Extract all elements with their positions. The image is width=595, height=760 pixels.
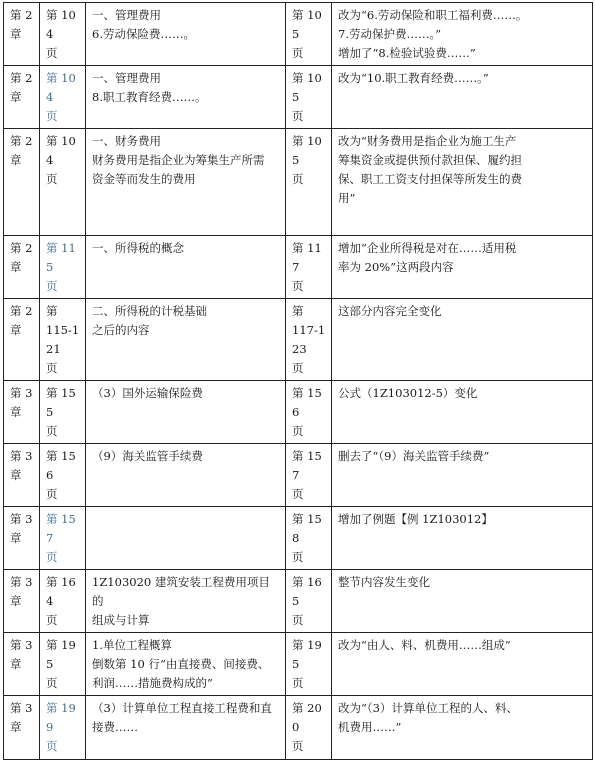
textbook-changes-table [3,2,593,760]
change-cell-line: 增加“企业所得税是对在……适用税 [338,241,517,255]
old-content-cell [86,381,286,444]
change-cell-line: 删去了“（9）海关监管手续费” [338,449,490,463]
old-content-cell-line: （3）计算单位工程直接工程费和直 [92,701,272,715]
new-page-cell-line: 页 [292,424,304,438]
chapter-cell-line: 第 2 [10,241,33,255]
old-page-cell-line: 页 [46,46,58,60]
new-page-cell-line: 第 105 [292,71,322,104]
change-cell-line: 增加了例题【例 1Z103012】 [338,512,493,526]
chapter-cell-line: 第 3 [10,386,33,400]
chapter-cell [4,696,40,760]
new-page-cell [286,3,332,66]
change-cell [332,66,593,129]
table-body [4,3,593,760]
new-page-cell-line: 第 117 [292,241,322,274]
new-page-cell [286,381,332,444]
change-cell [332,299,593,381]
change-cell [332,507,593,570]
chapter-cell [4,507,40,570]
chapter-cell [4,633,40,696]
chapter-cell-line: 第 2 [10,134,33,148]
old-page-cell [40,444,86,507]
old-page-cell-line: 115-121 [46,323,80,356]
old-page-cell-line: 第 155 [46,386,76,419]
new-page-cell-line: 页 [292,676,304,690]
old-page-cell-line: 页 [46,676,58,690]
old-page-cell-line: 第 104 [46,71,76,104]
old-page-cell [40,129,86,236]
chapter-cell-line: 章 [10,720,22,734]
new-page-cell-line: 第 105 [292,134,322,167]
old-content-cell-line: 利润……措施费构成的” [92,676,213,690]
old-page-cell-line: 页 [46,279,58,293]
chapter-cell-line: 章 [10,405,22,419]
new-page-cell-line: 页 [292,46,304,60]
old-page-cell [40,66,86,129]
table-row [4,129,593,236]
new-page-cell [286,236,332,299]
change-cell-line: 改为“财务费用是指企业为施工生产 [338,134,517,148]
old-page-cell-line: 页 [46,361,58,375]
chapter-cell [4,381,40,444]
old-content-cell [86,570,286,633]
change-cell [332,3,593,66]
old-page-cell [40,299,86,381]
change-cell [332,633,593,696]
change-cell-line: 筹集资金或提供预付款担保、履约担 [338,153,522,167]
new-page-cell [286,129,332,236]
old-content-cell-line: 8.职工教育经费……。 [92,90,207,104]
old-page-cell [40,507,86,570]
new-page-cell-line: 页 [292,172,304,186]
old-content-cell [86,236,286,299]
chapter-cell-line: 章 [10,531,22,545]
chapter-cell-line: 第 2 [10,8,33,22]
new-page-cell [286,507,332,570]
change-cell-line: 这部分内容完全变化 [338,304,442,318]
new-page-cell-line: 第 105 [292,8,322,41]
new-page-cell-line: 第 158 [292,512,322,545]
chapter-cell-line: 第 2 [10,71,33,85]
old-content-cell-line: 资金等而发生的费用 [92,172,196,186]
old-content-cell-line: 一、财务费用 [92,134,161,148]
new-page-cell-line: 页 [292,550,304,564]
old-page-cell-line: 第 195 [46,638,76,671]
chapter-cell-line: 章 [10,27,22,41]
table-row [4,633,593,696]
change-cell-line: 7.劳动保护费……。” [338,27,442,41]
old-content-cell-line: 接费…… [92,720,138,734]
table-row [4,696,593,760]
chapter-cell [4,66,40,129]
new-page-cell-line: 117-123 [292,323,326,356]
old-content-cell [86,507,286,570]
old-content-cell [86,299,286,381]
change-cell [332,444,593,507]
old-content-cell-line: （9）海关监管手续费 [92,449,203,463]
old-page-cell-line: 页 [46,109,58,123]
old-page-cell [40,570,86,633]
old-page-cell-line: 第 157 [46,512,76,545]
chapter-cell [4,444,40,507]
change-cell-line: 整节内容发生变化 [338,575,430,589]
change-cell-line: 改为“（3）计算单位工程的人、料、 [338,701,518,715]
chapter-cell-line: 第 3 [10,449,33,463]
old-page-cell [40,381,86,444]
old-content-cell-line: 1.单位工程概算 [92,638,172,652]
new-page-cell [286,696,332,760]
new-page-cell-line: 页 [292,613,304,627]
change-cell-line: 用” [338,191,356,205]
table-row [4,381,593,444]
old-page-cell [40,236,86,299]
change-cell-line: 改为“6.劳动保险和职工福利费……。 [338,8,528,22]
old-content-cell [86,444,286,507]
chapter-cell [4,3,40,66]
old-content-cell [86,3,286,66]
table-row [4,444,593,507]
old-content-cell-line: 组成与计算 [92,613,150,627]
new-page-cell-line: 第 157 [292,449,322,482]
new-page-cell-line: 页 [292,487,304,501]
new-page-cell-line: 第 195 [292,638,322,671]
chapter-cell-line: 章 [10,90,22,104]
old-page-cell [40,696,86,760]
old-content-cell-line: 财务费用是指企业为筹集生产所需 [92,153,265,167]
chapter-cell [4,236,40,299]
change-cell [332,381,593,444]
old-page-cell-line: 页 [46,424,58,438]
chapter-cell [4,129,40,236]
new-page-cell-line: 第 165 [292,575,322,608]
chapter-cell [4,570,40,633]
chapter-cell-line: 第 3 [10,701,33,715]
change-cell-line: 增加了“8.检验试验费……” [338,46,476,60]
old-content-cell-line: 之后的内容 [92,323,150,337]
new-page-cell-line: 第 156 [292,386,322,419]
change-cell-line: 改为“由人、料、机费用……组成” [338,638,511,652]
chapter-cell-line: 第 2 [10,304,33,318]
new-page-cell-line: 页 [292,739,304,753]
change-cell-line: 公式（1Z103012-5）变化 [338,386,478,400]
old-content-cell-line: 一、管理费用 [92,71,161,85]
old-page-cell-line: 页 [46,613,58,627]
change-cell [332,570,593,633]
change-cell-line: 率为 20%”这两段内容 [338,260,454,274]
old-content-cell [86,129,286,236]
new-page-cell-line: 页 [292,109,304,123]
change-cell [332,129,593,236]
chapter-cell-line: 章 [10,153,22,167]
old-page-cell [40,633,86,696]
old-content-cell [86,633,286,696]
old-page-cell-line: 页 [46,739,58,753]
table-row [4,570,593,633]
old-page-cell-line: 第 [46,304,58,318]
chapter-cell-line: 第 3 [10,512,33,526]
old-page-cell-line: 第 115 [46,241,76,274]
new-page-cell [286,633,332,696]
new-page-cell-line: 第 200 [292,701,322,734]
table-row [4,507,593,570]
new-page-cell-line: 第 [292,304,304,318]
new-page-cell [286,299,332,381]
old-page-cell-line: 第 104 [46,134,76,167]
change-cell-line: 改为“10.职工教育经费……。” [338,71,489,85]
change-cell [332,236,593,299]
old-page-cell-line: 页 [46,172,58,186]
old-page-cell-line: 页 [46,487,58,501]
change-cell [332,696,593,760]
old-page-cell-line: 第 104 [46,8,76,41]
old-content-cell-line: 6.劳动保险费……。 [92,27,195,41]
chapter-cell-line: 章 [10,594,22,608]
chapter-cell-line: 章 [10,468,22,482]
old-page-cell-line: 第 156 [46,449,76,482]
table-row [4,66,593,129]
table-row [4,3,593,66]
old-content-cell [86,66,286,129]
old-page-cell-line: 页 [46,550,58,564]
new-page-cell [286,444,332,507]
old-content-cell-line: 1Z103020 建筑安装工程费用项目的 [92,575,270,608]
new-page-cell [286,570,332,633]
old-content-cell-line: 倒数第 10 行“由直接费、间接费、 [92,657,270,671]
table-row [4,236,593,299]
chapter-cell [4,299,40,381]
old-content-cell-line: 二、所得税的计税基础 [92,304,207,318]
chapter-cell-line: 章 [10,260,22,274]
new-page-cell [286,66,332,129]
old-page-cell-line: 第 199 [46,701,76,734]
change-cell-line: 保、职工工资支付担保等所发生的费 [338,172,522,186]
new-page-cell-line: 页 [292,279,304,293]
table-row [4,299,593,381]
chapter-cell-line: 第 3 [10,575,33,589]
old-page-cell [40,3,86,66]
new-page-cell-line: 页 [292,361,304,375]
old-content-cell [86,696,286,760]
old-content-cell-line: （3）国外运输保险费 [92,386,203,400]
change-cell-line: 机费用……” [338,720,402,734]
chapter-cell-line: 第 3 [10,638,33,652]
old-page-cell-line: 第 164 [46,575,76,608]
old-content-cell-line: 一、管理费用 [92,8,161,22]
old-content-cell-line: 一、所得税的概念 [92,241,184,255]
chapter-cell-line: 章 [10,657,22,671]
chapter-cell-line: 章 [10,323,22,337]
